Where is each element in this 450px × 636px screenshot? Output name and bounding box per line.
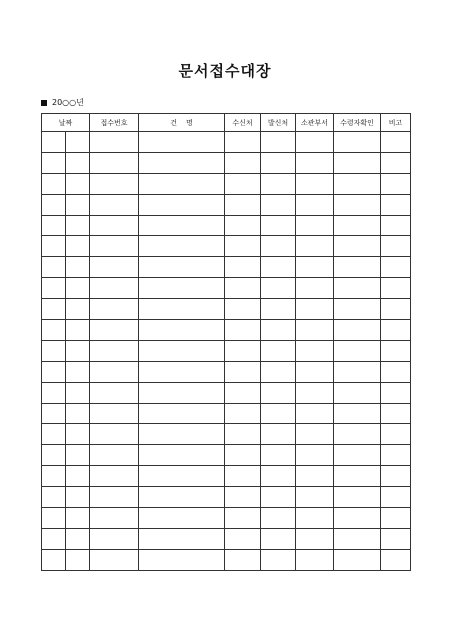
table-cell[interactable]	[225, 152, 261, 173]
table-cell[interactable]	[381, 466, 411, 487]
table-row	[42, 215, 411, 236]
table-cell[interactable]	[261, 320, 296, 341]
table-cell[interactable]	[42, 132, 66, 153]
table-cell[interactable]	[225, 382, 261, 403]
table-cell[interactable]	[296, 424, 334, 445]
table-cell[interactable]	[42, 152, 66, 173]
table-cell[interactable]	[42, 528, 66, 549]
table-cell[interactable]	[334, 132, 381, 153]
table-cell[interactable]	[66, 466, 90, 487]
table-cell[interactable]	[296, 278, 334, 299]
table-cell[interactable]	[334, 466, 381, 487]
table-cell[interactable]	[261, 445, 296, 466]
table-cell[interactable]	[139, 299, 225, 320]
table-cell[interactable]	[225, 215, 261, 236]
table-cell[interactable]	[139, 257, 225, 278]
table-cell[interactable]	[139, 361, 225, 382]
table-cell[interactable]	[334, 445, 381, 466]
table-cell[interactable]	[66, 487, 90, 508]
table-cell[interactable]	[296, 194, 334, 215]
table-cell[interactable]	[66, 549, 90, 570]
table-cell[interactable]	[139, 382, 225, 403]
table-cell[interactable]	[296, 173, 334, 194]
table-cell[interactable]	[296, 361, 334, 382]
table-cell[interactable]	[139, 508, 225, 529]
table-cell[interactable]	[334, 173, 381, 194]
table-cell[interactable]	[90, 173, 139, 194]
table-cell[interactable]	[42, 320, 66, 341]
table-cell[interactable]	[381, 382, 411, 403]
table-cell[interactable]	[261, 278, 296, 299]
table-cell[interactable]	[381, 403, 411, 424]
header-receiver-confirm: 수령자확인	[334, 114, 381, 132]
table-cell[interactable]	[225, 424, 261, 445]
table-cell[interactable]	[334, 361, 381, 382]
table-row	[42, 424, 411, 445]
table-row	[42, 528, 411, 549]
table-cell[interactable]	[139, 466, 225, 487]
table-row	[42, 152, 411, 173]
table-row	[42, 403, 411, 424]
table-cell[interactable]	[381, 299, 411, 320]
table-cell[interactable]	[42, 361, 66, 382]
table-cell[interactable]	[42, 445, 66, 466]
table-cell[interactable]	[90, 382, 139, 403]
table-cell[interactable]	[296, 508, 334, 529]
table-cell[interactable]	[334, 549, 381, 570]
table-cell[interactable]	[139, 549, 225, 570]
table-cell[interactable]	[261, 236, 296, 257]
table-cell[interactable]	[90, 487, 139, 508]
table-cell[interactable]	[90, 152, 139, 173]
table-row	[42, 445, 411, 466]
table-cell[interactable]	[42, 340, 66, 361]
table-cell[interactable]	[296, 215, 334, 236]
table-row	[42, 236, 411, 257]
table-cell[interactable]	[225, 236, 261, 257]
table-cell[interactable]	[42, 508, 66, 529]
table-cell[interactable]	[66, 528, 90, 549]
table-cell[interactable]	[139, 236, 225, 257]
table-cell[interactable]	[225, 173, 261, 194]
table-cell[interactable]	[66, 445, 90, 466]
document-receipt-ledger-table	[41, 113, 411, 571]
table-cell[interactable]	[381, 361, 411, 382]
table-cell[interactable]	[66, 215, 90, 236]
table-cell[interactable]	[334, 382, 381, 403]
table-row	[42, 299, 411, 320]
table-cell[interactable]	[139, 152, 225, 173]
table-cell[interactable]	[139, 340, 225, 361]
table-cell[interactable]	[66, 403, 90, 424]
table-cell[interactable]	[261, 173, 296, 194]
table-cell[interactable]	[261, 424, 296, 445]
table-cell[interactable]	[225, 361, 261, 382]
table-row	[42, 361, 411, 382]
table-row	[42, 173, 411, 194]
table-cell[interactable]	[296, 340, 334, 361]
table-cell[interactable]	[261, 215, 296, 236]
table-cell[interactable]	[381, 508, 411, 529]
table-cell[interactable]	[66, 382, 90, 403]
table-cell[interactable]	[334, 487, 381, 508]
table-cell[interactable]	[90, 466, 139, 487]
table-cell[interactable]	[334, 299, 381, 320]
table-cell[interactable]	[139, 403, 225, 424]
table-cell[interactable]	[42, 257, 66, 278]
table-cell[interactable]	[334, 424, 381, 445]
table-cell[interactable]	[90, 278, 139, 299]
header-department: 소관부서	[296, 114, 334, 132]
table-cell[interactable]	[296, 132, 334, 153]
table-cell[interactable]	[90, 340, 139, 361]
table-cell[interactable]	[90, 403, 139, 424]
table-cell[interactable]	[381, 528, 411, 549]
table-cell[interactable]	[66, 278, 90, 299]
table-row	[42, 549, 411, 570]
year-label: 20○○년	[52, 98, 84, 107]
table-cell[interactable]	[334, 257, 381, 278]
table-row	[42, 257, 411, 278]
table-cell[interactable]	[139, 320, 225, 341]
year-line	[41, 97, 84, 108]
header-remarks: 비고	[381, 114, 411, 132]
table-cell[interactable]	[334, 215, 381, 236]
table-cell[interactable]	[261, 194, 296, 215]
table-cell[interactable]	[225, 403, 261, 424]
table-row	[42, 340, 411, 361]
table-cell[interactable]	[139, 445, 225, 466]
table-row	[42, 278, 411, 299]
table-cell[interactable]	[381, 257, 411, 278]
table-cell[interactable]	[381, 549, 411, 570]
table-cell[interactable]	[334, 194, 381, 215]
table-cell[interactable]	[261, 257, 296, 278]
table-cell[interactable]	[90, 528, 139, 549]
table-cell[interactable]	[225, 194, 261, 215]
ledger-body	[42, 132, 411, 571]
table-cell[interactable]	[334, 528, 381, 549]
table-row	[42, 382, 411, 403]
table-cell[interactable]	[261, 152, 296, 173]
document-title: 문서접수대장	[178, 62, 272, 80]
table-cell[interactable]	[225, 445, 261, 466]
table-cell[interactable]	[381, 487, 411, 508]
table-cell[interactable]	[381, 236, 411, 257]
table-cell[interactable]	[334, 320, 381, 341]
header-date: 날짜	[42, 114, 90, 132]
table-cell[interactable]	[42, 424, 66, 445]
table-cell[interactable]	[296, 257, 334, 278]
table-row	[42, 320, 411, 341]
table-cell[interactable]	[42, 299, 66, 320]
table-cell[interactable]	[90, 508, 139, 529]
table-cell[interactable]	[381, 215, 411, 236]
table-cell[interactable]	[381, 278, 411, 299]
table-cell[interactable]	[42, 403, 66, 424]
square-bullet-icon	[41, 100, 47, 106]
table-cell[interactable]	[42, 487, 66, 508]
table-cell[interactable]	[139, 215, 225, 236]
table-cell[interactable]	[42, 278, 66, 299]
header-receipt-number: 접수번호	[90, 114, 139, 132]
table-cell[interactable]	[66, 236, 90, 257]
table-cell[interactable]	[296, 320, 334, 341]
table-cell[interactable]	[90, 257, 139, 278]
table-cell[interactable]	[225, 320, 261, 341]
table-row	[42, 487, 411, 508]
table-cell[interactable]	[296, 466, 334, 487]
table-cell[interactable]	[381, 445, 411, 466]
table-cell[interactable]	[296, 487, 334, 508]
table-cell[interactable]	[225, 132, 261, 153]
table-cell[interactable]	[381, 320, 411, 341]
table-row	[42, 466, 411, 487]
table-cell[interactable]	[261, 299, 296, 320]
table-cell[interactable]	[90, 215, 139, 236]
table-cell[interactable]	[261, 528, 296, 549]
table-cell[interactable]	[90, 236, 139, 257]
table-cell[interactable]	[334, 152, 381, 173]
table-row	[42, 508, 411, 529]
table-cell[interactable]	[296, 382, 334, 403]
table-row	[42, 132, 411, 153]
table-cell[interactable]	[381, 194, 411, 215]
table-cell[interactable]	[66, 508, 90, 529]
table-cell[interactable]	[42, 549, 66, 570]
table-cell[interactable]	[261, 403, 296, 424]
table-cell[interactable]	[42, 382, 66, 403]
table-row	[42, 194, 411, 215]
table-cell[interactable]	[225, 278, 261, 299]
table-cell[interactable]	[139, 487, 225, 508]
table-cell[interactable]	[139, 278, 225, 299]
table-cell[interactable]	[42, 215, 66, 236]
table-cell[interactable]	[139, 194, 225, 215]
table-cell[interactable]	[66, 152, 90, 173]
table-cell[interactable]	[261, 466, 296, 487]
table-cell[interactable]	[296, 299, 334, 320]
header-recipient: 수신처	[225, 114, 261, 132]
table-cell[interactable]	[261, 361, 296, 382]
table-cell[interactable]	[139, 528, 225, 549]
table-cell[interactable]	[225, 487, 261, 508]
table-cell[interactable]	[334, 403, 381, 424]
table-cell[interactable]	[381, 424, 411, 445]
table-cell[interactable]	[139, 424, 225, 445]
table-cell[interactable]	[296, 445, 334, 466]
table-cell[interactable]	[66, 132, 90, 153]
table-cell[interactable]	[261, 487, 296, 508]
table-cell[interactable]	[90, 320, 139, 341]
table-cell[interactable]	[296, 403, 334, 424]
table-cell[interactable]	[334, 278, 381, 299]
table-cell[interactable]	[42, 173, 66, 194]
table-cell[interactable]	[90, 132, 139, 153]
table-cell[interactable]	[66, 340, 90, 361]
table-cell[interactable]	[225, 508, 261, 529]
table-cell[interactable]	[261, 132, 296, 153]
table-cell[interactable]	[139, 132, 225, 153]
table-cell[interactable]	[261, 508, 296, 529]
table-cell[interactable]	[261, 340, 296, 361]
table-cell[interactable]	[381, 132, 411, 153]
table-cell[interactable]	[225, 299, 261, 320]
table-cell[interactable]	[296, 528, 334, 549]
table-cell[interactable]	[66, 320, 90, 341]
table-cell[interactable]	[296, 236, 334, 257]
table-cell[interactable]	[334, 508, 381, 529]
table-cell[interactable]	[225, 528, 261, 549]
header-subject: 건 명	[139, 114, 225, 132]
table-cell[interactable]	[66, 194, 90, 215]
header-row	[42, 114, 411, 132]
table-cell[interactable]	[296, 549, 334, 570]
header-sender: 발신처	[261, 114, 296, 132]
table-cell[interactable]	[42, 236, 66, 257]
table-cell[interactable]	[225, 340, 261, 361]
table-cell[interactable]	[90, 299, 139, 320]
table-cell[interactable]	[42, 466, 66, 487]
table-cell[interactable]	[381, 152, 411, 173]
table-cell[interactable]	[225, 257, 261, 278]
table-cell[interactable]	[42, 194, 66, 215]
table-cell[interactable]	[90, 445, 139, 466]
table-cell[interactable]	[90, 424, 139, 445]
table-cell[interactable]	[66, 257, 90, 278]
table-cell[interactable]	[225, 466, 261, 487]
table-cell[interactable]	[139, 173, 225, 194]
table-cell[interactable]	[66, 173, 90, 194]
table-cell[interactable]	[66, 361, 90, 382]
table-cell[interactable]	[334, 236, 381, 257]
table-cell[interactable]	[66, 299, 90, 320]
table-cell[interactable]	[261, 549, 296, 570]
table-cell[interactable]	[90, 361, 139, 382]
table-cell[interactable]	[66, 424, 90, 445]
table-cell[interactable]	[90, 549, 139, 570]
table-cell[interactable]	[381, 173, 411, 194]
table-cell[interactable]	[296, 152, 334, 173]
table-cell[interactable]	[261, 382, 296, 403]
table-cell[interactable]	[90, 194, 139, 215]
table-cell[interactable]	[381, 340, 411, 361]
table-cell[interactable]	[334, 340, 381, 361]
table-cell[interactable]	[225, 549, 261, 570]
